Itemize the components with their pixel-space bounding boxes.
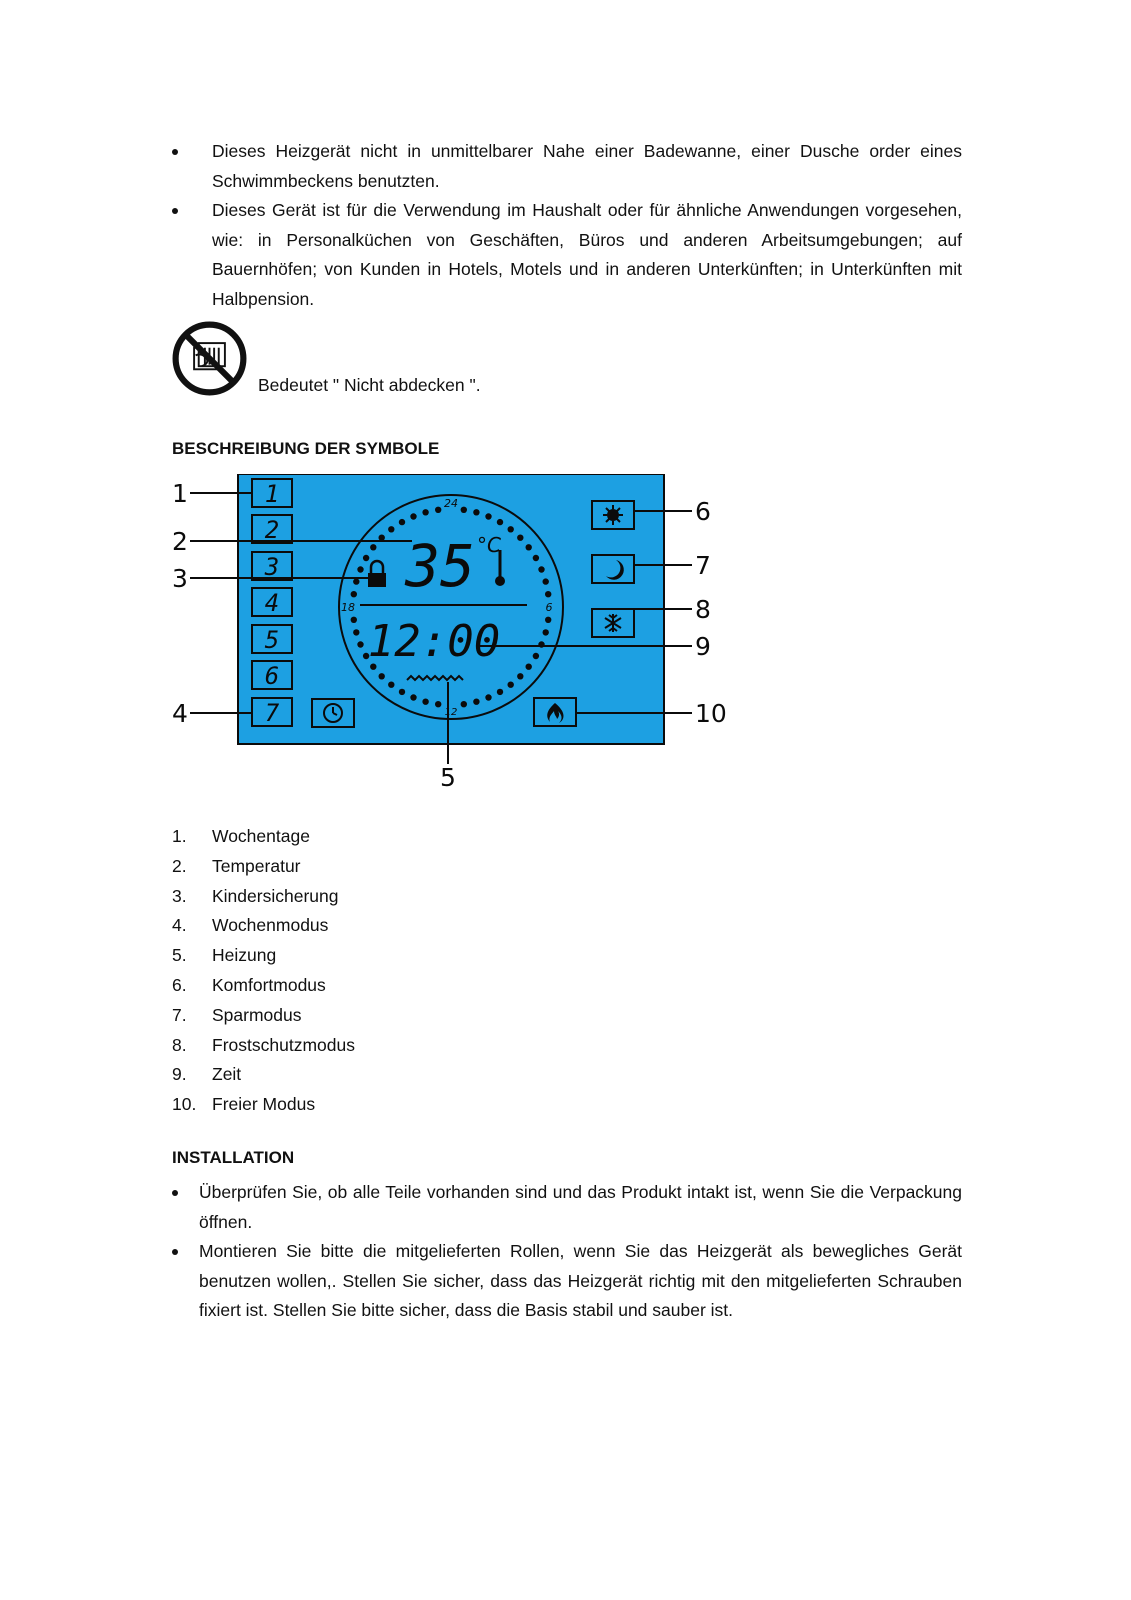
dial-dot bbox=[422, 699, 428, 705]
symbols-heading: BESCHREIBUNG DER SYMBOLE bbox=[172, 439, 440, 458]
dial-dot bbox=[545, 617, 551, 623]
callout-number: 10 bbox=[695, 699, 727, 728]
temperature-unit: °C bbox=[477, 533, 501, 557]
dial-dot bbox=[422, 509, 428, 515]
dial-dot bbox=[485, 513, 491, 519]
installation-heading: INSTALLATION bbox=[172, 1148, 295, 1167]
legend-number: 2. bbox=[172, 855, 187, 876]
dial-dot bbox=[379, 673, 385, 679]
installation-bullet-list bbox=[172, 1178, 962, 1326]
do-not-cover-note bbox=[171, 320, 771, 400]
callout-number: 9 bbox=[695, 632, 711, 661]
dial-dot bbox=[410, 513, 416, 519]
legend-number: 7. bbox=[172, 1004, 187, 1025]
dial-dot bbox=[353, 578, 359, 584]
dial-dot bbox=[485, 694, 491, 700]
installation-bullet-text: Montieren Sie bitte die mitgelieferten Rollen, wenn Sie das Heizgerät als bewegliches Gerät benutzen wollen,. Stellen Sie sicher, dass das Heizgerät richtig mit den mitgelieferten Schrauben fixiert ist. Stellen Sie bitte sicher, dass die Basis stabil und sauber ist. bbox=[199, 1241, 962, 1320]
dial-dot bbox=[351, 617, 357, 623]
legend-number: 1. bbox=[172, 826, 187, 846]
day-label: 7 bbox=[264, 699, 280, 727]
temperature-readout: 35 bbox=[405, 532, 475, 600]
dial-dot bbox=[473, 509, 479, 515]
dial-dot bbox=[538, 566, 544, 572]
legend-label: Heizung bbox=[212, 945, 277, 966]
safety-bullet-text: Dieses Heizgerät nicht in unmittelbarer Nahe einer Badewanne, einer Dusche order eines Schwimmbeckens benutzten. bbox=[212, 141, 962, 191]
legend-item bbox=[172, 852, 355, 882]
safety-bullet bbox=[172, 137, 962, 196]
dial-dot bbox=[435, 507, 441, 513]
legend-number: 5. bbox=[172, 945, 187, 966]
day-label: 1 bbox=[264, 480, 280, 508]
dial-label-bottom: 12 bbox=[444, 707, 458, 718]
legend-label: Wochenmodus bbox=[212, 915, 329, 936]
dial-dot bbox=[370, 544, 376, 550]
dial-dot bbox=[543, 629, 549, 635]
dial-dot bbox=[399, 519, 405, 525]
dial-dot bbox=[399, 689, 405, 695]
dial-dot bbox=[517, 673, 523, 679]
installation-bullet bbox=[172, 1178, 962, 1237]
bullet-dot bbox=[172, 1249, 178, 1255]
legend-number: 10. bbox=[172, 1094, 197, 1115]
dial-dot bbox=[473, 699, 479, 705]
callout-number: 4 bbox=[172, 699, 188, 728]
dial-dot bbox=[508, 682, 514, 688]
dial-dot bbox=[497, 519, 503, 525]
dial-dot bbox=[388, 526, 394, 532]
dial-dot bbox=[497, 689, 503, 695]
legend-item bbox=[172, 882, 355, 912]
legend-item bbox=[172, 911, 355, 941]
legend-number: 4. bbox=[172, 915, 187, 936]
dial-dot bbox=[508, 526, 514, 532]
legend-label: Frostschutzmodus bbox=[212, 1034, 355, 1055]
legend-item bbox=[172, 822, 355, 852]
dial-dot bbox=[353, 629, 359, 635]
dial-dot bbox=[461, 701, 467, 707]
dial-dot bbox=[461, 507, 467, 513]
dial-dot bbox=[351, 591, 357, 597]
legend-item bbox=[172, 1001, 355, 1031]
legend-item bbox=[172, 1060, 355, 1090]
legend-label: Sparmodus bbox=[212, 1004, 302, 1025]
thermostat-display-diagram bbox=[172, 474, 752, 814]
time-readout: 12:00 bbox=[367, 616, 501, 667]
dial-dot bbox=[357, 566, 363, 572]
legend-item bbox=[172, 1031, 355, 1061]
dial-label-top: 24 bbox=[444, 497, 458, 510]
dial-dot bbox=[526, 664, 532, 670]
symbol-legend-list bbox=[172, 822, 355, 1120]
dial-dot bbox=[533, 653, 539, 659]
legend-number: 9. bbox=[172, 1064, 187, 1085]
legend-label: Zeit bbox=[212, 1064, 242, 1085]
legend-label: Komfortmodus bbox=[212, 974, 326, 995]
dial-dot bbox=[435, 701, 441, 707]
legend-item bbox=[172, 971, 355, 1001]
installation-bullet bbox=[172, 1237, 962, 1326]
dial-dot bbox=[357, 641, 363, 647]
callout-number: 5 bbox=[440, 763, 456, 792]
day-label: 6 bbox=[264, 662, 280, 690]
dial-dot bbox=[410, 694, 416, 700]
legend-label: Kindersicherung bbox=[212, 885, 339, 906]
bullet-dot bbox=[172, 1190, 178, 1196]
safety-bullet bbox=[172, 196, 962, 314]
callout-number: 2 bbox=[172, 527, 188, 556]
day-label: 3 bbox=[264, 553, 280, 581]
dial-dot bbox=[526, 544, 532, 550]
dial-dot bbox=[543, 578, 549, 584]
dial-dot bbox=[363, 555, 369, 561]
callout-number: 7 bbox=[695, 551, 711, 580]
callout-number: 6 bbox=[695, 497, 711, 526]
installation-bullet-text: Überprüfen Sie, ob alle Teile vorhanden sind und das Produkt intakt ist, wenn Sie die Verpackung öffnen. bbox=[199, 1182, 962, 1232]
callout-number: 3 bbox=[172, 564, 188, 593]
legend-number: 6. bbox=[172, 974, 187, 995]
legend-number: 8. bbox=[172, 1034, 187, 1055]
bullet-dot bbox=[172, 149, 178, 155]
day-label: 5 bbox=[264, 626, 280, 654]
day-label: 2 bbox=[264, 516, 280, 544]
bullet-dot bbox=[172, 208, 178, 214]
dial-label-right: 6 bbox=[545, 601, 553, 614]
legend-item bbox=[172, 1090, 355, 1120]
safety-bullet-text: Dieses Gerät ist für die Verwendung im Haushalt oder für ähnliche Anwendungen vorgesehen, wie: in Personalküchen von Geschäften, Büros und anderen Arbeitsumgebungen; auf Bauernhöfen; von Kunden in Hotels, Motels und in anderen Unterkünften; in Unterkünften mit Halbpension. bbox=[212, 200, 962, 309]
legend-label: Freier Modus bbox=[212, 1094, 316, 1115]
legend-label: Wochentage bbox=[212, 826, 310, 846]
callout-number: 1 bbox=[172, 479, 188, 508]
dial-dot bbox=[517, 535, 523, 541]
dial-label-left: 18 bbox=[341, 601, 355, 614]
safety-bullet-list bbox=[172, 137, 962, 314]
dial-dot bbox=[545, 591, 551, 597]
legend-item bbox=[172, 941, 355, 971]
do-not-cover-icon bbox=[171, 320, 248, 397]
dial-dot bbox=[379, 535, 385, 541]
day-label: 4 bbox=[264, 589, 280, 617]
dial-dot bbox=[533, 555, 539, 561]
dial-dot bbox=[388, 682, 394, 688]
legend-label: Temperatur bbox=[212, 855, 301, 876]
do-not-cover-caption: Bedeutet " Nicht abdecken ". bbox=[258, 375, 481, 395]
legend-number: 3. bbox=[172, 885, 187, 906]
callout-number: 8 bbox=[695, 595, 711, 624]
